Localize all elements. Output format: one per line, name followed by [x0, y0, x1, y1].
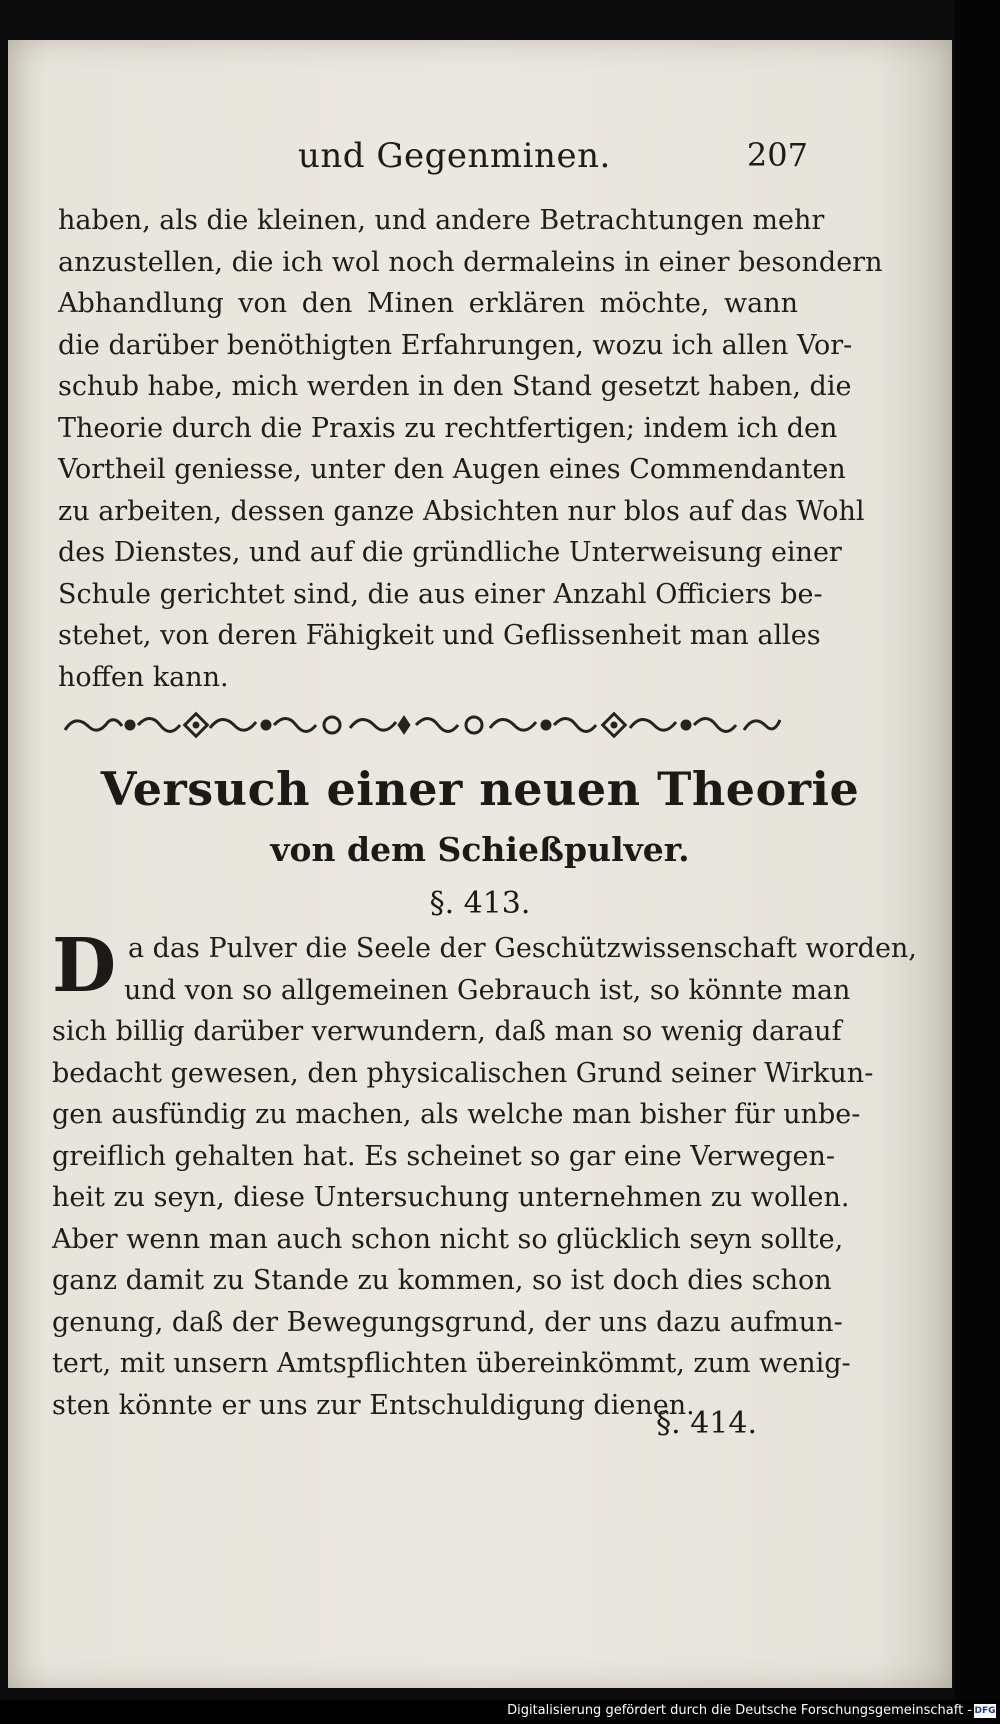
section-number: §. 413. — [429, 886, 531, 921]
text-line: gen ausfündig zu machen, als welche man bisher für unbe- — [52, 1099, 861, 1130]
text-line: a das Pulver die Seele der Geschützwissenschaft worden, — [128, 933, 917, 964]
text-line: haben, als die kleinen, und andere Betrachtungen mehr — [58, 205, 825, 236]
text-line: heit zu seyn, diese Untersuchung unternehmen zu wollen. — [52, 1182, 850, 1213]
paragraph-2 — [52, 923, 917, 1426]
chapter-subtitle: von dem Schießpulver. — [270, 830, 690, 869]
running-title: und Gegenminen. — [298, 136, 611, 176]
text-line: und von so allgemeinen Gebrauch ist, so könnte man — [124, 974, 851, 1006]
text-line: hoffen kann. — [58, 661, 229, 693]
drop-cap: D — [52, 923, 117, 1009]
chapter-title: Versuch einer neuen Theorie — [100, 762, 860, 816]
page-number: 207 — [746, 136, 808, 174]
text-line: ganz damit zu Stande zu kommen, so ist doch dies schon — [52, 1265, 832, 1296]
text-line: Vortheil geniesse, unter den Augen eines Commendanten — [58, 454, 846, 485]
text-line: bedacht gewesen, den physicalischen Grund seiner Wirkun- — [52, 1057, 874, 1089]
text-line: sten könnte er uns zur Entschuldigung dienen. — [52, 1389, 695, 1421]
footer-credit: Digitalisierung gefördert durch die Deutsche Forschungsgemeinschaft - — [507, 1703, 972, 1718]
scan-edge — [955, 0, 1000, 1724]
text-line: greiflich gehalten hat. Es scheinet so gar eine Verwegen- — [52, 1140, 836, 1172]
text-line: Abhandlung von den Minen erklären möchte, wann — [58, 288, 798, 319]
page-header — [68, 136, 808, 196]
text-line: genung, daß der Bewegungsgrund, der uns dazu aufmun- — [52, 1306, 843, 1338]
text-line: die darüber benöthigten Erfahrungen, wozu ich allen Vor- — [58, 329, 853, 361]
book-page — [8, 40, 952, 1688]
text-line: anzustellen, die ich wol noch dermaleins in einer besondern — [58, 246, 883, 278]
dfg-logo: DFG — [974, 1706, 996, 1716]
catchword: §. 414. — [656, 1406, 757, 1441]
text-line: tert, mit unsern Amtspflichten übereinkömmt, zum wenig- — [52, 1348, 851, 1379]
text-line: Aber wenn man auch schon nicht so glücklich seyn sollte, — [52, 1223, 844, 1255]
text-line: Theorie durch die Praxis zu rechtfertigen; indem ich den — [58, 412, 838, 444]
paragraph-1 — [58, 200, 883, 698]
text-line: stehet, von deren Fähigkeit und Geflissenheit man alles — [58, 620, 821, 651]
text-line: schub habe, mich werden in den Stand gesetzt haben, die — [58, 371, 852, 402]
text-line: des Dienstes, und auf die gründliche Unterweisung einer — [58, 537, 842, 568]
text-line: zu arbeiten, dessen ganze Absichten nur blos auf das Wohl — [58, 495, 865, 527]
text-line: Schule gerichtet sind, die aus einer Anzahl Officiers be- — [58, 578, 823, 610]
text-line: sich billig darüber verwundern, daß man so wenig darauf — [52, 1016, 842, 1047]
ornament-divider — [60, 708, 785, 742]
